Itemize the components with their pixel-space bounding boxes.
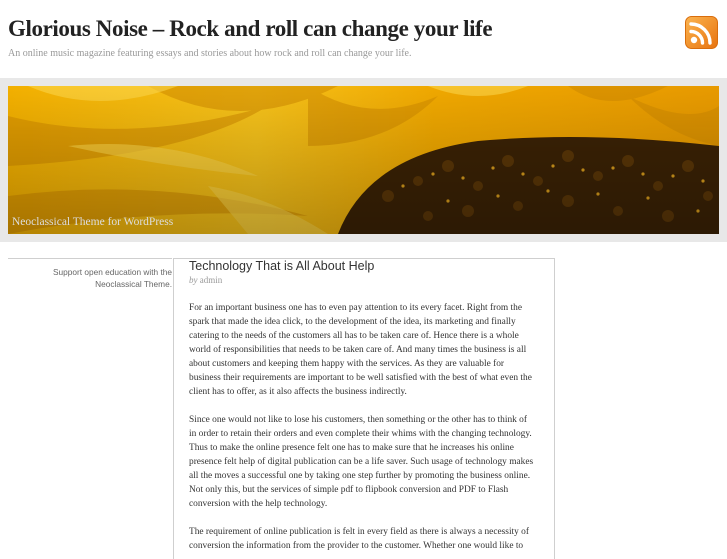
para-line: conversion with the help technology. [189, 499, 328, 509]
para-line: Thus to make the online presence felt one has to make sure that he increases his online [189, 443, 514, 453]
post-title[interactable]: Technology That is All About Help [189, 259, 375, 273]
para-line: all the moves a successful one by taking one step further by promoting the business online. [189, 471, 531, 481]
para-line: The requirement of online publication is felt in every field as there is always a necessity of [189, 527, 529, 537]
post-author[interactable]: admin [199, 275, 223, 285]
para-line: spark that made the idea click, to the development of the idea, its marketing and finally [189, 317, 516, 327]
post-byline [189, 275, 222, 285]
post-paragraph-3 [189, 525, 544, 553]
para-line: conversion the information from the provider to the customer. Whether one would like to [189, 541, 524, 551]
rss-icon[interactable] [685, 16, 718, 49]
para-line: business their requirements are important to be well satisfied with the best of what even the [189, 373, 532, 383]
para-line: world of responsibilities that needs to be taken care of. And many times the business is all [189, 345, 527, 355]
site-header [0, 0, 727, 80]
site-title[interactable]: Glorious Noise – Rock and roll can change your life [8, 16, 493, 41]
para-line: in order to retain their orders and even complete their whims with the changing technology. [189, 429, 532, 439]
para-line: about customers and keeping them happy with the services. As they are valuable for [189, 359, 505, 369]
byline-prefix: by [189, 275, 198, 285]
post-content [173, 258, 555, 559]
para-line: Not only this, but the services of simple pdf to flipbook conversion and PDF to Flash [189, 485, 509, 495]
post-paragraph-2 [189, 413, 544, 511]
para-line: For an important business one has to even pay attention to its every facet. Right from the [189, 303, 522, 313]
site-description: An online music magazine featuring essays and stories about how rock and roll can change your life. [8, 48, 412, 59]
header-banner-image [8, 86, 719, 234]
para-line: Since one would not like to lose his customers, then something or the other has to think of [189, 415, 527, 425]
sidebar-support-text[interactable] [8, 266, 172, 290]
sidebar-line-1: Support open education with the [52, 267, 172, 277]
para-line: presence felt help of digital publication can be a life saver. Such usage of technology makes [189, 457, 534, 467]
sidebar-divider [8, 258, 172, 259]
para-line: catering to the needs of the customers all has to be taken care of. Hence there is a whole [189, 331, 519, 341]
banner-caption: Neoclassical Theme for WordPress [12, 216, 174, 228]
post-paragraph-1 [189, 301, 544, 399]
sidebar-line-2: Neoclassical Theme. [95, 279, 172, 289]
para-line: client has to offer, as it also affects the business indirectly. [189, 387, 407, 397]
